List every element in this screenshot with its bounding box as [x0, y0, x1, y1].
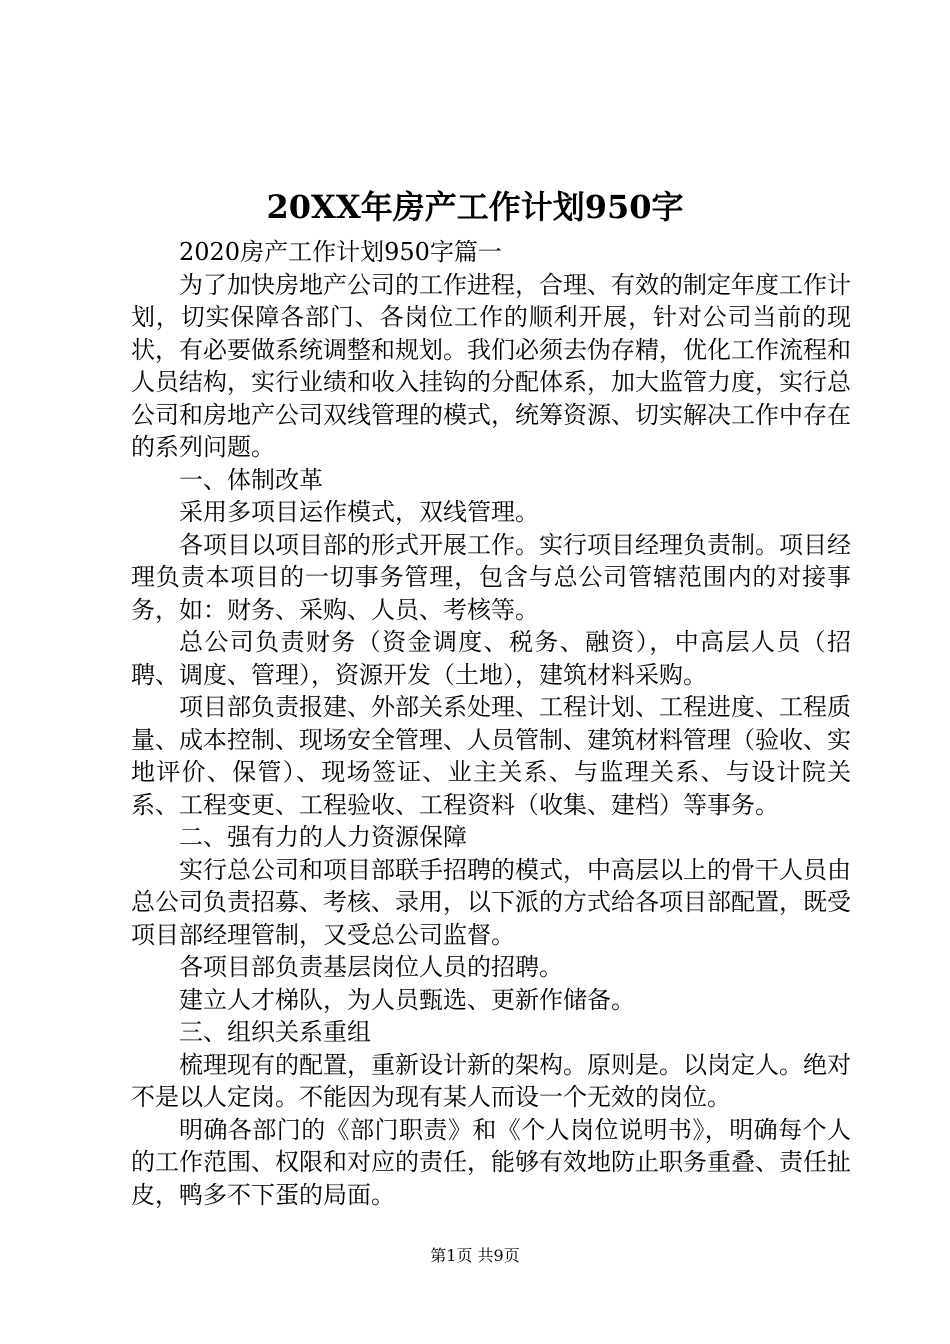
paragraph: 各项目以项目部的形式开展工作。实行项目经理负责制。项目经理负责本项目的一切事务管理，包含与总公司管辖范围内的对接事务，如：财务、采购、人员、考核等。 — [131, 530, 851, 624]
document-body — [131, 236, 851, 1211]
document-title: 20XX年房产工作计划950字 — [266, 188, 684, 226]
paragraph: 采用多项目运作模式，双线管理。 — [179, 498, 539, 526]
paragraph: 总公司负责财务（资金调度、税务、融资），中高层人员（招聘、调度、管理），资源开发（土地），建筑材料采购。 — [131, 628, 851, 689]
paragraph: 梳理现有的配置，重新设计新的架构。原则是。以岗定人。绝对不是以人定岗。不能因为现有某人而设一个无效的岗位。 — [131, 1050, 851, 1111]
paragraph: 各项目部负责基层岗位人员的招聘。 — [179, 953, 563, 981]
paragraph: 实行总公司和项目部联手招聘的模式，中高层以上的骨干人员由总公司负责招募、考核、录用，以下派的方式给各项目部配置，既受项目部经理管制，又受总公司监督。 — [131, 855, 851, 949]
paragraph: 明确各部门的《部门职责》和《个人岗位说明书》，明确每个人的工作范围、权限和对应的责任，能够有效地防止职务重叠、责任扯皮，鸭多不下蛋的局面。 — [131, 1115, 851, 1209]
section-heading-1: 一、体制改革 — [179, 465, 323, 494]
section-heading-2: 二、强有力的人力资源保障 — [179, 823, 467, 851]
paragraph-subtitle: 2020房产工作计划950字篇一 — [179, 238, 502, 266]
page-footer: 第1页 共9页 — [430, 1246, 520, 1265]
paragraph: 项目部负责报建、外部关系处理、工程计划、工程进度、工程质量、成本控制、现场安全管理、人员管制、建筑材料管理（验收、实地评价、保管）、现场签证、业主关系、与监理关系、与设计院关系、工程变更、工程验收、工程资料（收集、建档）等事务。 — [131, 693, 851, 819]
section-heading-3: 三、组织关系重组 — [179, 1018, 371, 1046]
paragraph: 建立人才梯队，为人员甄选、更新作储备。 — [179, 985, 635, 1014]
paragraph-intro: 为了加快房地产公司的工作进程，合理、有效的制定年度工作计划，切实保障各部门、各岗位工作的顺利开展，针对公司当前的现状，有必要做系统调整和规划。我们必须去伪存精，优化工作流程和人员结构，实行业绩和收入挂钩的分配体系，加大监管力度，实行总公司和房地产公司双线管理的模式，统筹资源、切实解决工作中存在的系列问题。 — [131, 270, 851, 461]
